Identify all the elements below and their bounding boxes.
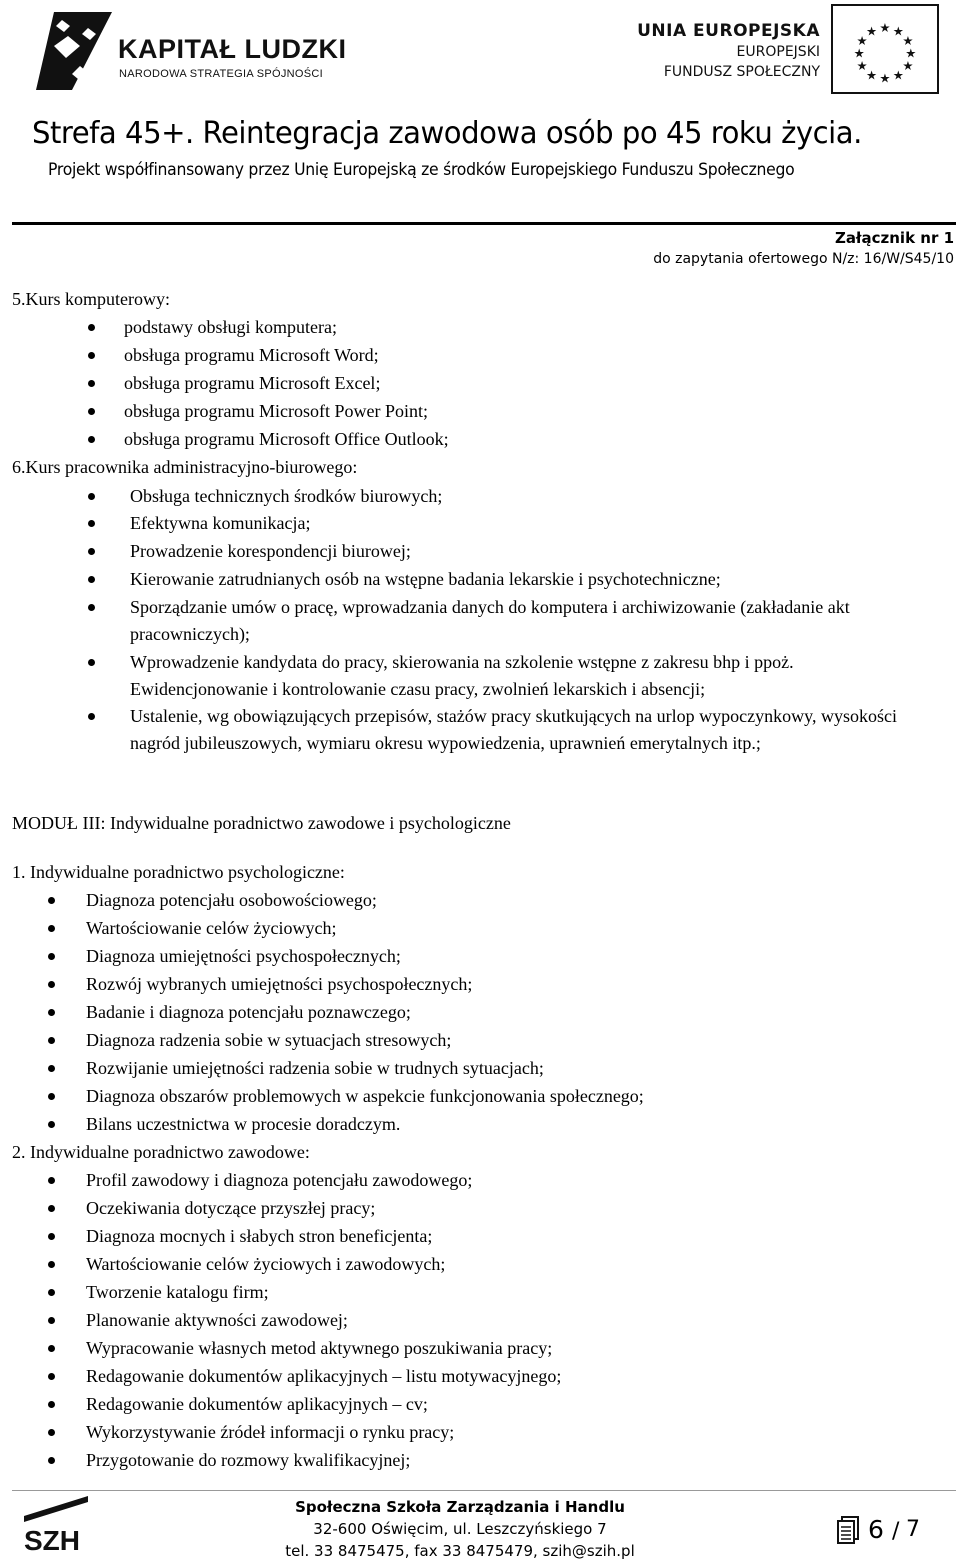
bullet-icon xyxy=(88,659,95,666)
svg-text:★: ★ xyxy=(856,58,868,74)
footer-address: 32-600 Oświęcim, ul. Leszczyńskiego 7 xyxy=(313,1520,607,1538)
svg-text:★: ★ xyxy=(902,58,914,74)
svg-text:★: ★ xyxy=(905,45,917,61)
list-item: Efektywna komunikacja; xyxy=(130,513,311,533)
bullet-icon xyxy=(88,324,95,331)
bullet-icon xyxy=(48,1345,55,1352)
svg-text:★: ★ xyxy=(892,23,904,39)
list-item: Diagnoza umiejętności psychospołecznych; xyxy=(86,946,401,966)
svg-text:★: ★ xyxy=(879,70,891,86)
list-item: Prowadzenie korespondencji biurowej; xyxy=(130,541,411,561)
svg-text:★: ★ xyxy=(856,33,868,49)
svg-text:★: ★ xyxy=(853,45,865,61)
subsection-2-heading: 2. Indywidualne poradnictwo zawodowe: xyxy=(12,1142,310,1162)
bullet-icon xyxy=(48,1401,55,1408)
eu-line2: EUROPEJSKI xyxy=(736,44,820,60)
bullet-icon xyxy=(48,981,55,988)
svg-text:★: ★ xyxy=(866,23,878,39)
list-item: Badanie i diagnoza potencjału poznawczego; xyxy=(86,1002,411,1022)
bullet-icon xyxy=(48,1261,55,1268)
eu-flag-icon xyxy=(831,4,939,94)
footer-divider xyxy=(12,1490,956,1491)
svg-text:★: ★ xyxy=(879,19,891,35)
annex-title: Załącznik nr 1 xyxy=(834,229,954,247)
svg-text:★: ★ xyxy=(902,33,914,49)
bullet-icon xyxy=(48,1065,55,1072)
list-item: Diagnoza radzenia sobie w sytuacjach stresowych; xyxy=(86,1030,452,1050)
bullet-icon xyxy=(48,1093,55,1100)
list-item: Planowanie aktywności zawodowej; xyxy=(86,1310,348,1330)
list-item: Wprowadzenie kandydata do pracy, skierowania na szkolenie wstępne z zakresu bhp i ppoż. Ewidencjonowanie i kontrolowanie czasu pracy, zwolnień lekarskich i absencji; xyxy=(130,652,794,699)
eu-logo-text xyxy=(637,20,820,82)
bullet-icon xyxy=(48,1205,55,1212)
list-item: Ustalenie, wg obowiązujących przepisów, stażów pracy skutkujących na urlop wypoczynkowy, wysokości nagród jubileuszowych, wymiaru okresu wypowiedzenia, uprawnień emerytalnych itp.; xyxy=(130,706,897,753)
list-item: Oczekiwania dotyczące przyszłej pracy; xyxy=(86,1198,376,1218)
bullet-icon xyxy=(48,897,55,904)
list-item: Profil zawodowy i diagnoza potencjału zawodowego; xyxy=(86,1170,473,1190)
list-item: obsługa programu Microsoft Power Point; xyxy=(124,401,428,421)
bullet-icon xyxy=(48,953,55,960)
module-3-heading: MODUŁ III: Indywidualne poradnictwo zawodowe i psychologiczne xyxy=(12,813,511,833)
annex-block xyxy=(653,228,954,270)
list-item: Diagnoza obszarów problemowych w aspekcie funkcjonowania społecznego; xyxy=(86,1086,644,1106)
kapital-ludzki-title: KAPITAŁ LUDZKI xyxy=(118,34,347,64)
szh-logo xyxy=(18,1494,92,1554)
list-item: Diagnoza mocnych i słabych stron beneficjenta; xyxy=(86,1226,433,1246)
bullet-icon xyxy=(48,1373,55,1380)
subsection-1-heading: 1. Indywidualne poradnictwo psychologiczne: xyxy=(12,862,345,882)
bullet-icon xyxy=(88,408,95,415)
svg-text:★: ★ xyxy=(892,67,904,83)
list-item: obsługa programu Microsoft Office Outlook; xyxy=(124,429,449,449)
list-item: Diagnoza potencjału osobowościowego; xyxy=(86,890,377,910)
bullet-icon xyxy=(48,1177,55,1184)
page-separator: / xyxy=(892,1519,900,1544)
project-subtitle: Projekt współfinansowany przez Unię Europejską ze środków Europejskiego Funduszu Społecznego xyxy=(48,160,795,180)
page-total: 7 xyxy=(906,1517,920,1542)
project-title: Strefa 45+. Reintegracja zawodowa osób po 45 roku życia. xyxy=(32,116,862,151)
list-item: podstawy obsługi komputera; xyxy=(124,317,337,337)
section-5-heading: 5.Kurs komputerowy: xyxy=(12,289,170,309)
section-6-heading: 6.Kurs pracownika administracyjno-biurowego: xyxy=(12,457,358,477)
list-item: Wypracowanie własnych metod aktywnego poszukiwania pracy; xyxy=(86,1338,553,1358)
list-item: Wartościowanie celów życiowych; xyxy=(86,918,337,938)
header-divider xyxy=(12,222,956,225)
kapital-ludzki-subtitle: NARODOWA STRATEGIA SPÓJNOŚCI xyxy=(119,68,323,80)
list-item: Rozwój wybranych umiejętności psychospołecznych; xyxy=(86,974,473,994)
footer-contact xyxy=(240,1496,680,1562)
bullet-icon xyxy=(48,1457,55,1464)
list-item: Bilans uczestnictwa w procesie doradczym. xyxy=(86,1114,401,1134)
eu-line1: UNIA EUROPEJSKA xyxy=(637,21,820,41)
list-item: Redagowanie dokumentów aplikacyjnych – listu motywacyjnego; xyxy=(86,1366,562,1386)
list-item: obsługa programu Microsoft Word; xyxy=(124,345,379,365)
list-item: Kierowanie zatrudnianych osób na wstępne badania lekarskie i psychotechniczne; xyxy=(130,569,721,589)
bullet-icon xyxy=(88,548,95,555)
list-item: Wykorzystywanie źródeł informacji o rynku pracy; xyxy=(86,1422,455,1442)
eu-line3: FUNDUSZ SPOŁECZNY xyxy=(663,64,820,80)
bullet-icon xyxy=(48,1233,55,1240)
bullet-icon xyxy=(48,1121,55,1128)
list-item: Tworzenie katalogu firm; xyxy=(86,1282,269,1302)
bullet-icon xyxy=(48,925,55,932)
list-item: Obsługa technicznych środków biurowych; xyxy=(130,486,443,506)
bullet-icon xyxy=(88,576,95,583)
bullet-icon xyxy=(48,1289,55,1296)
bullet-icon xyxy=(88,380,95,387)
bullet-icon xyxy=(88,713,95,720)
list-item: Wartościowanie celów życiowych i zawodowych; xyxy=(86,1254,446,1274)
bullet-icon xyxy=(48,1037,55,1044)
annex-reference: do zapytania ofertowego N/z: 16/W/S45/10 xyxy=(653,251,954,267)
svg-text:★: ★ xyxy=(866,67,878,83)
bullet-icon xyxy=(48,1317,55,1324)
bullet-icon xyxy=(88,352,95,359)
list-item: Redagowanie dokumentów aplikacyjnych – cv; xyxy=(86,1394,428,1414)
footer-phone-email: tel. 33 8475475, fax 33 8475479, szih@szih.pl xyxy=(285,1542,635,1560)
szh-logo-text: SZH xyxy=(24,1525,80,1554)
bullet-icon xyxy=(48,1009,55,1016)
bullet-icon xyxy=(48,1429,55,1436)
footer-org: Społeczna Szkoła Zarządzania i Handlu xyxy=(295,1498,625,1516)
list-item: Rozwijanie umiejętności radzenia sobie w trudnych sytuacjach; xyxy=(86,1058,544,1078)
bullet-icon xyxy=(88,436,95,443)
list-item: Przygotowanie do rozmowy kwalifikacyjnej; xyxy=(86,1450,411,1470)
page-number: 6 xyxy=(868,1515,884,1544)
pages-icon xyxy=(836,1516,860,1544)
bullet-icon xyxy=(88,520,95,527)
list-item: obsługa programu Microsoft Excel; xyxy=(124,373,381,393)
bullet-icon xyxy=(88,604,95,611)
list-item: Sporządzanie umów o pracę, wprowadzania danych do komputera i archiwizowanie (zakładanie akt pracowniczych); xyxy=(130,597,850,644)
bullet-icon xyxy=(88,493,95,500)
